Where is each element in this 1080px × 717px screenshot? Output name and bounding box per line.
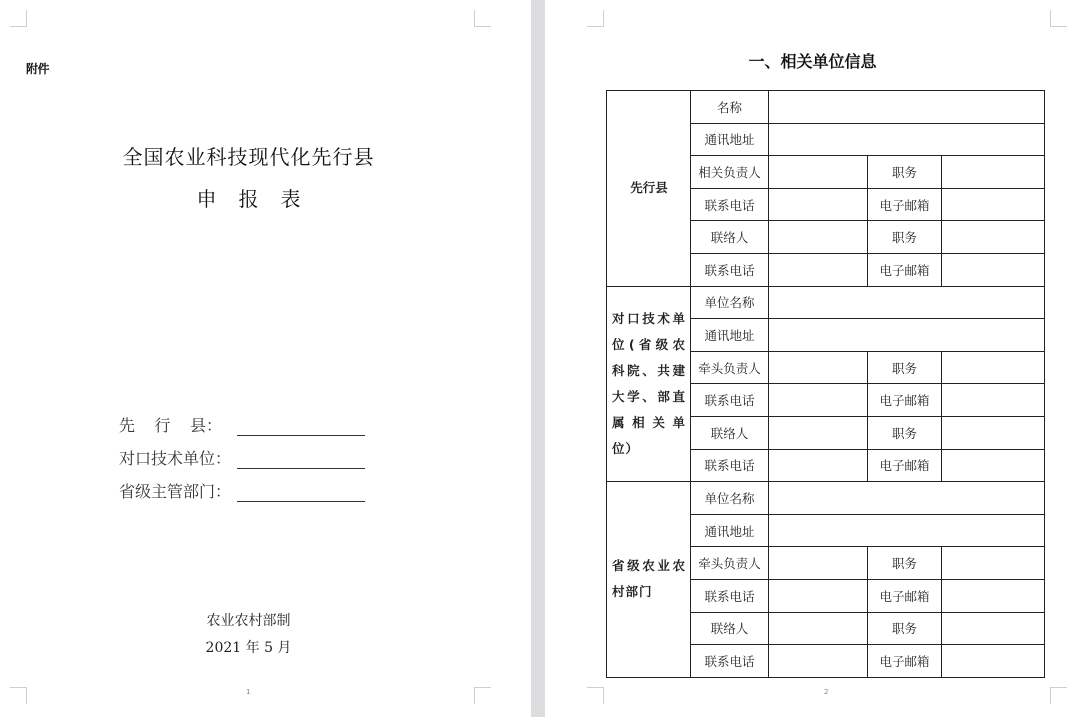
row-label: 牵头负责人 — [691, 351, 769, 384]
margin-corner-mark — [587, 687, 604, 704]
label-char: 行 — [154, 416, 171, 435]
value-cell[interactable] — [942, 612, 1045, 645]
row-label: 联系电话 — [691, 579, 769, 612]
value-cell[interactable] — [942, 351, 1045, 384]
margin-corner-mark — [1050, 687, 1067, 704]
table-row — [607, 286, 1045, 319]
row-label: 联系电话 — [691, 449, 769, 482]
value-cell[interactable] — [769, 449, 868, 482]
value-cell[interactable] — [942, 449, 1045, 482]
row-label: 职务 — [868, 547, 942, 580]
field-label — [119, 413, 222, 436]
document-title: 全国农业科技现代化先行县 — [122, 145, 375, 169]
row-label: 联络人 — [691, 221, 769, 254]
value-cell[interactable] — [769, 253, 868, 286]
value-cell[interactable] — [769, 156, 868, 189]
value-cell[interactable] — [769, 319, 1045, 352]
row-label: 单位名称 — [691, 286, 769, 319]
row-label: 职务 — [868, 351, 942, 384]
row-label: 联系电话 — [691, 253, 769, 286]
row-label: 联络人 — [691, 612, 769, 645]
value-cell[interactable] — [769, 286, 1045, 319]
tech-unit-input-line[interactable] — [237, 450, 365, 469]
row-label: 联系电话 — [691, 188, 769, 221]
document-page-2 — [545, 0, 1080, 717]
document-subtitle — [0, 183, 497, 212]
pilot-county-input-line[interactable] — [237, 417, 365, 436]
row-label: 职务 — [868, 221, 942, 254]
row-label: 职务 — [868, 612, 942, 645]
value-cell[interactable] — [942, 547, 1045, 580]
value-cell[interactable] — [769, 221, 868, 254]
page-number: 2 — [824, 688, 829, 696]
value-cell[interactable] — [942, 221, 1045, 254]
value-cell[interactable] — [942, 579, 1045, 612]
subtitle-char: 表 — [280, 187, 301, 211]
provincial-dept-input-line[interactable] — [237, 483, 365, 502]
page-number: 1 — [246, 688, 251, 696]
row-label: 联系电话 — [691, 645, 769, 678]
value-cell[interactable] — [769, 612, 868, 645]
margin-corner-mark — [474, 687, 491, 704]
field-pilot-county — [119, 414, 365, 436]
value-cell[interactable] — [769, 416, 868, 449]
section-title-text: 相关单位信息 — [780, 52, 877, 71]
value-cell[interactable] — [942, 416, 1045, 449]
row-label: 单位名称 — [691, 482, 769, 515]
value-cell[interactable] — [769, 384, 868, 417]
field-label: 对口技术单位： — [119, 449, 232, 468]
row-label: 名称 — [691, 91, 769, 124]
row-label: 相关负责人 — [691, 156, 769, 189]
value-cell[interactable] — [769, 514, 1045, 547]
value-cell[interactable] — [769, 123, 1045, 156]
row-label: 职务 — [868, 156, 942, 189]
value-cell[interactable] — [942, 156, 1045, 189]
field-tech-unit — [119, 447, 365, 469]
field-provincial-dept — [119, 480, 365, 502]
value-cell[interactable] — [769, 91, 1045, 124]
value-cell[interactable] — [769, 645, 868, 678]
value-cell[interactable] — [769, 188, 868, 221]
row-label: 电子邮箱 — [868, 645, 942, 678]
issuer: 农业农村部制 — [206, 613, 291, 629]
row-label: 电子邮箱 — [868, 188, 942, 221]
row-label: 联系电话 — [691, 384, 769, 417]
page-gutter — [531, 0, 545, 717]
value-cell[interactable] — [942, 645, 1045, 678]
value-cell[interactable] — [942, 188, 1045, 221]
row-label: 联络人 — [691, 416, 769, 449]
group-header-pilot-county: 先行县 — [607, 91, 691, 287]
margin-corner-mark — [1050, 10, 1067, 27]
row-label: 电子邮箱 — [868, 253, 942, 286]
issue-date: 2021 年 5 月 — [205, 640, 292, 656]
value-cell[interactable] — [769, 482, 1045, 515]
margin-corner-mark — [587, 10, 604, 27]
margin-corner-mark — [10, 10, 27, 27]
unit-info-table — [606, 90, 1045, 678]
section-title — [545, 49, 1080, 72]
field-label: 省级主管部门： — [119, 482, 232, 501]
row-label: 职务 — [868, 416, 942, 449]
row-label: 通讯地址 — [691, 123, 769, 156]
row-label: 通讯地址 — [691, 319, 769, 352]
value-cell[interactable] — [942, 253, 1045, 286]
document-page-1 — [0, 0, 531, 717]
row-label: 通讯地址 — [691, 514, 769, 547]
label-char: 先 — [119, 416, 136, 435]
row-label: 牵头负责人 — [691, 547, 769, 580]
value-cell[interactable] — [769, 547, 868, 580]
row-label: 电子邮箱 — [868, 579, 942, 612]
value-cell[interactable] — [769, 351, 868, 384]
row-label: 电子邮箱 — [868, 449, 942, 482]
section-number: 一、 — [748, 52, 781, 71]
annex-label: 附件 — [26, 62, 50, 76]
subtitle-char: 申 — [196, 187, 217, 211]
table-row — [607, 482, 1045, 515]
group-header-tech-unit: 对口技术单位(省级农科院、共建大学、部直属相关单位） — [607, 286, 691, 482]
value-cell[interactable] — [942, 384, 1045, 417]
value-cell[interactable] — [769, 579, 868, 612]
group-header-provincial-dept: 省级农业农村部门 — [607, 482, 691, 678]
margin-corner-mark — [474, 10, 491, 27]
table-row — [607, 91, 1045, 124]
row-label: 电子邮箱 — [868, 384, 942, 417]
subtitle-char: 报 — [238, 187, 259, 211]
label-char: 县： — [189, 416, 222, 435]
margin-corner-mark — [10, 687, 27, 704]
